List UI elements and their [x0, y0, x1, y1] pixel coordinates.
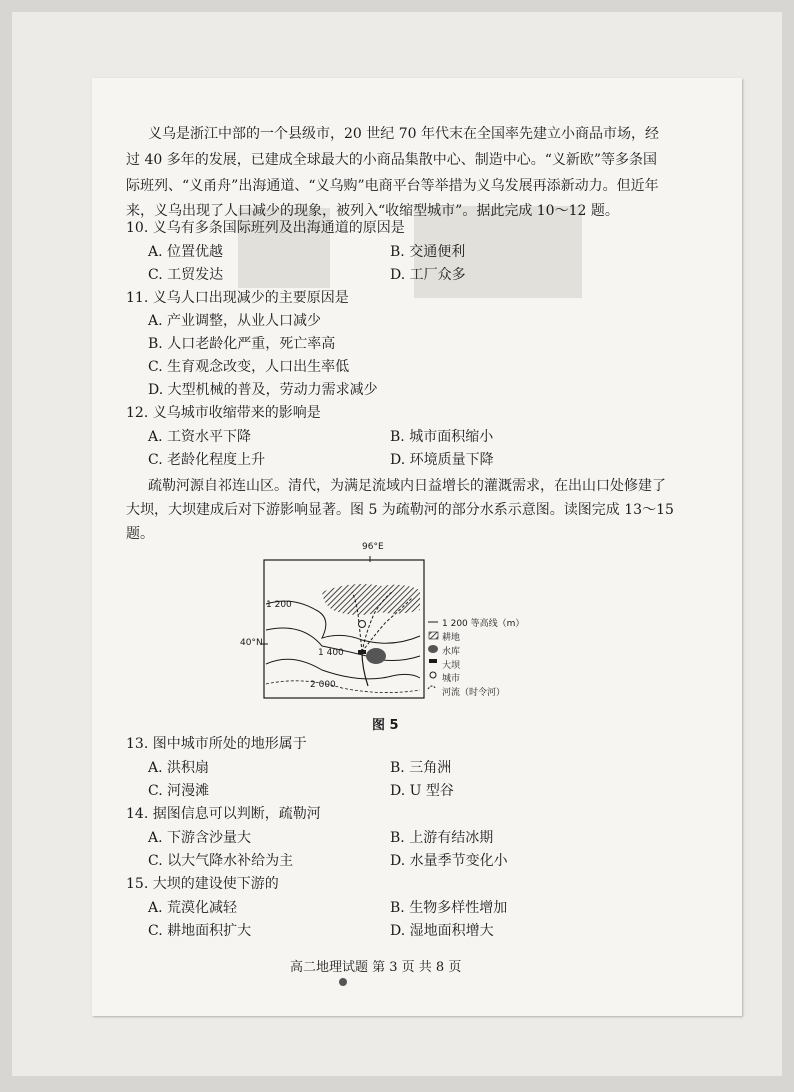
legend-reservoir-symbol: [428, 645, 438, 653]
q15-option-a[interactable]: A. 荒漠化减轻: [148, 900, 238, 916]
city-marker: [359, 621, 366, 628]
map-lat-label: 40°N: [240, 638, 263, 648]
contour-label-1200: 1 200: [266, 600, 292, 610]
question-10-stem: 10. 义乌有多条国际班列及出海通道的原因是: [126, 220, 405, 236]
question-11-stem: 11. 义乌人口出现减少的主要原因是: [126, 290, 349, 306]
q13-option-a[interactable]: A. 洪积扇: [148, 760, 210, 776]
passage2-line3: 题。: [126, 526, 154, 542]
q11-option-a[interactable]: A. 产业调整，从业人口减少: [148, 313, 322, 329]
contour-2000: [266, 659, 420, 679]
figure-5-caption: 图 5: [372, 718, 399, 733]
passage2-line1: 疏勒河源自祁连山区。清代，为满足流域内日益增长的灌溉需求，在出山口处修建了: [148, 478, 666, 494]
passage1-line3: 际班列、“义甬舟”出海通道、“义乌购”电商平台等举措为义乌发展再添新动力。但近年: [126, 178, 659, 194]
q12-option-c[interactable]: C. 老龄化程度上升: [148, 452, 266, 468]
q14-option-a[interactable]: A. 下游含沙量大: [148, 830, 252, 846]
q15-option-d[interactable]: D. 湿地面积增大: [390, 923, 494, 939]
question-15-stem: 15. 大坝的建设使下游的: [126, 876, 279, 892]
q11-option-b[interactable]: B. 人口老龄化严重，死亡率高: [148, 336, 336, 352]
legend-dam-symbol: [429, 659, 437, 663]
reservoir: [366, 648, 386, 664]
q10-option-d[interactable]: D. 工厂众多: [390, 267, 466, 283]
q12-option-d[interactable]: D. 环境质量下降: [390, 452, 494, 468]
map-lon-label: 96°E: [362, 542, 384, 552]
q12-option-a[interactable]: A. 工资水平下降: [148, 429, 252, 445]
q10-option-b[interactable]: B. 交通便利: [390, 244, 466, 260]
question-14-stem: 14. 据图信息可以判断，疏勒河: [126, 806, 321, 822]
question-13-stem: 13. 图中城市所处的地形属于: [126, 736, 307, 752]
legend-city-label: 城市: [442, 674, 461, 684]
farmland-area: [322, 584, 420, 615]
q14-option-c[interactable]: C. 以大气降水补给为主: [148, 853, 294, 869]
binding-hole-icon: [339, 978, 347, 986]
question-12-stem: 12. 义乌城市收缩带来的影响是: [126, 405, 321, 421]
contour-label-1400: 1 400: [318, 648, 344, 658]
q11-option-c[interactable]: C. 生育观念改变，人口出生率低: [148, 359, 350, 375]
page-footer: 高二地理试题 第 3 页 共 8 页: [290, 960, 462, 975]
q13-option-d[interactable]: D. U 型谷: [390, 783, 454, 799]
q11-option-d[interactable]: D. 大型机械的普及，劳动力需求减少: [148, 382, 378, 398]
legend-farmland-symbol: [429, 632, 438, 639]
q15-option-b[interactable]: B. 生物多样性增加: [390, 900, 508, 916]
q10-option-c[interactable]: C. 工贸发达: [148, 267, 224, 283]
legend-river-symbol: [428, 686, 436, 689]
q13-option-c[interactable]: C. 河漫滩: [148, 783, 210, 799]
dam-marker: [358, 650, 366, 654]
legend-river-label: 河流（时令河）: [442, 688, 506, 698]
legend-city-symbol: [430, 672, 436, 678]
contour-label-2000: 2 000: [310, 680, 336, 690]
map-frame: [264, 560, 424, 698]
legend-reservoir-label: 水库: [442, 647, 461, 657]
legend-farmland-label: 耕地: [442, 633, 461, 643]
q12-option-b[interactable]: B. 城市面积缩小: [390, 429, 494, 445]
passage2-line2: 大坝，大坝建成后对下游影响显著。图 5 为疏勒河的部分水系示意图。读图完成 13～15: [126, 502, 674, 518]
q10-option-a[interactable]: A. 位置优越: [148, 244, 224, 260]
q14-option-b[interactable]: B. 上游有结冰期: [390, 830, 494, 846]
legend-contour-label: 1 200 等高线（m）: [442, 619, 525, 629]
q14-option-d[interactable]: D. 水量季节变化小: [390, 853, 508, 869]
legend-dam-label: 大坝: [442, 661, 461, 671]
q15-option-c[interactable]: C. 耕地面积扩大: [148, 923, 252, 939]
passage1-line4: 来，义乌出现了人口减少的现象，被列入“收缩型城市”。据此完成 10～12 题。: [126, 203, 619, 219]
passage1-line1: 义乌是浙江中部的一个县级市，20 世纪 70 年代末在全国率先建立小商品市场，经: [148, 126, 659, 142]
passage1-line2: 过 40 多年的发展，已建成全球最大的小商品集散中心、制造中心。“义新欧”等多条国: [126, 152, 658, 168]
q13-option-b[interactable]: B. 三角洲: [390, 760, 452, 776]
contour-dashed: [266, 681, 420, 693]
